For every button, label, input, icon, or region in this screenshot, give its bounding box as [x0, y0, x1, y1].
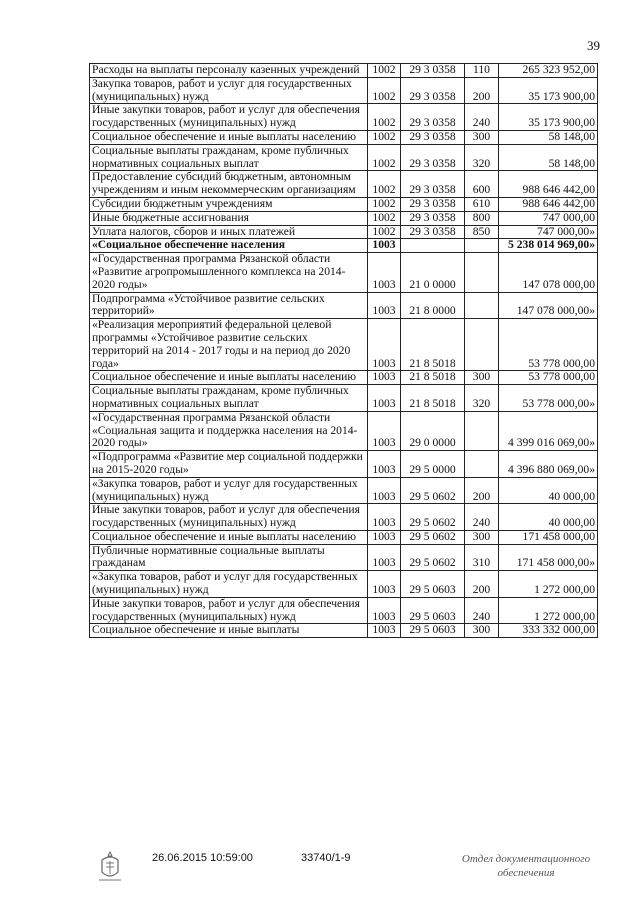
row-name-cell: Иные бюджетные ассигнования [90, 211, 368, 225]
row-name-cell: Социальное обеспечение и иные выплаты населению [90, 371, 368, 385]
row-section-cell: 1002 [368, 64, 401, 78]
row-vr-cell: 300 [465, 530, 499, 544]
row-amount-cell: 5 238 014 969,00» [499, 239, 598, 253]
row-amount-cell: 40 000,00 [499, 477, 598, 504]
table-row [90, 130, 598, 144]
footer-datetime: 26.06.2015 10:59:00 [152, 852, 253, 864]
row-csr-cell: 29 5 0000 [401, 451, 465, 478]
row-section-cell: 1002 [368, 77, 401, 104]
row-amount-cell: 171 458 000,00 [499, 530, 598, 544]
row-section-cell: 1003 [368, 451, 401, 478]
row-amount-cell: 147 078 000,00 [499, 253, 598, 292]
table-row [90, 385, 598, 412]
row-vr-cell [465, 239, 499, 253]
table-row [90, 225, 598, 239]
table-row [90, 371, 598, 385]
row-amount-cell: 747 000,00» [499, 225, 598, 239]
row-amount-cell: 265 323 952,00 [499, 64, 598, 78]
row-name-cell: Уплата налогов, сборов и иных платежей [90, 225, 368, 239]
row-amount-cell: 53 778 000,00 [499, 371, 598, 385]
row-name-cell: Социальные выплаты гражданам, кроме публичных нормативных социальных выплат [90, 385, 368, 412]
row-csr-cell: 29 5 0602 [401, 544, 465, 571]
stamp-line-2: обеспечения [497, 867, 555, 879]
row-section-cell: 1003 [368, 624, 401, 638]
row-vr-cell: 800 [465, 211, 499, 225]
row-name-cell: Социальное обеспечение и иные выплаты [90, 624, 368, 638]
row-section-cell: 1003 [368, 544, 401, 571]
row-section-cell: 1003 [368, 571, 401, 598]
row-amount-cell: 988 646 442,00 [499, 197, 598, 211]
row-csr-cell: 29 5 0603 [401, 597, 465, 624]
row-name-cell: Публичные нормативные социальные выплаты гражданам [90, 544, 368, 571]
row-csr-cell: 29 5 0603 [401, 571, 465, 598]
row-name-cell: «Закупка товаров, работ и услуг для государственных (муниципальных) нужд [90, 477, 368, 504]
row-amount-cell: 35 173 900,00 [499, 104, 598, 131]
row-amount-cell: 333 332 000,00 [499, 624, 598, 638]
row-vr-cell [465, 253, 499, 292]
row-section-cell: 1003 [368, 477, 401, 504]
row-name-cell: Социальное обеспечение и иные выплаты населению [90, 130, 368, 144]
row-section-cell: 1003 [368, 292, 401, 319]
table-row [90, 477, 598, 504]
row-name-cell: Социальное обеспечение и иные выплаты населению [90, 530, 368, 544]
table-row [90, 104, 598, 131]
table-row [90, 253, 598, 292]
row-vr-cell: 320 [465, 385, 499, 412]
row-vr-cell: 200 [465, 571, 499, 598]
row-section-cell: 1002 [368, 211, 401, 225]
row-vr-cell: 110 [465, 64, 499, 78]
row-vr-cell: 610 [465, 197, 499, 211]
budget-table [89, 63, 598, 638]
row-name-cell: «Государственная программа Рязанской области «Развитие агропромышленного комплекса на 2014-2020 годы» [90, 253, 368, 292]
row-section-cell: 1002 [368, 104, 401, 131]
row-vr-cell [465, 292, 499, 319]
row-name-cell: Иные закупки товаров, работ и услуг для обеспечения государственных (муниципальных) нужд [90, 597, 368, 624]
row-csr-cell: 29 3 0358 [401, 197, 465, 211]
row-amount-cell: 53 778 000,00 [499, 319, 598, 371]
row-vr-cell: 320 [465, 144, 499, 171]
row-vr-cell: 200 [465, 77, 499, 104]
row-csr-cell: 29 5 0603 [401, 624, 465, 638]
page-number: 39 [587, 38, 600, 53]
coat-of-arms-icon [97, 850, 123, 884]
row-vr-cell: 240 [465, 504, 499, 531]
table-row [90, 197, 598, 211]
department-stamp [446, 852, 606, 880]
table-row [90, 64, 598, 78]
row-vr-cell: 200 [465, 477, 499, 504]
row-section-cell: 1002 [368, 130, 401, 144]
row-amount-cell: 40 000,00 [499, 504, 598, 531]
row-name-cell: Социальные выплаты гражданам, кроме публичных нормативных социальных выплат [90, 144, 368, 171]
row-csr-cell: 29 3 0358 [401, 171, 465, 198]
row-name-cell: «Закупка товаров, работ и услуг для государственных (муниципальных) нужд [90, 571, 368, 598]
row-csr-cell: 29 5 0602 [401, 530, 465, 544]
row-section-cell: 1003 [368, 371, 401, 385]
stamp-line-1: Отдел документационного [461, 853, 591, 865]
row-csr-cell: 29 3 0358 [401, 144, 465, 171]
row-amount-cell: 53 778 000,00» [499, 385, 598, 412]
row-vr-cell: 240 [465, 104, 499, 131]
row-name-cell: Иные закупки товаров, работ и услуг для обеспечения государственных (муниципальных) нужд [90, 504, 368, 531]
table-row [90, 451, 598, 478]
table-row [90, 530, 598, 544]
row-name-cell: Иные закупки товаров, работ и услуг для обеспечения государственных (муниципальных) нужд [90, 104, 368, 131]
row-name-cell: «Социальное обеспечение населения [90, 239, 368, 253]
row-vr-cell [465, 411, 499, 450]
row-csr-cell: 29 3 0358 [401, 64, 465, 78]
row-section-cell: 1003 [368, 319, 401, 371]
table-row [90, 171, 598, 198]
table-row [90, 144, 598, 171]
table-row [90, 211, 598, 225]
row-amount-cell: 35 173 900,00 [499, 77, 598, 104]
row-section-cell: 1002 [368, 225, 401, 239]
table-row [90, 504, 598, 531]
table-row [90, 571, 598, 598]
row-csr-cell [401, 239, 465, 253]
row-vr-cell [465, 451, 499, 478]
row-name-cell: Субсидии бюджетным учреждениям [90, 197, 368, 211]
row-name-cell: Расходы на выплаты персоналу казенных учреждений [90, 64, 368, 78]
row-amount-cell: 1 272 000,00 [499, 571, 598, 598]
table-row [90, 411, 598, 450]
row-csr-cell: 21 8 5018 [401, 385, 465, 412]
row-vr-cell: 300 [465, 130, 499, 144]
row-amount-cell: 58 148,00 [499, 130, 598, 144]
row-amount-cell: 147 078 000,00» [499, 292, 598, 319]
row-section-cell: 1003 [368, 385, 401, 412]
row-vr-cell: 300 [465, 371, 499, 385]
row-section-cell: 1002 [368, 197, 401, 211]
row-amount-cell: 58 148,00 [499, 144, 598, 171]
row-amount-cell: 171 458 000,00» [499, 544, 598, 571]
table-row [90, 597, 598, 624]
row-csr-cell: 21 8 0000 [401, 292, 465, 319]
row-csr-cell: 29 3 0358 [401, 225, 465, 239]
row-section-cell: 1003 [368, 504, 401, 531]
row-csr-cell: 29 5 0602 [401, 504, 465, 531]
row-section-cell: 1003 [368, 411, 401, 450]
row-amount-cell: 4 399 016 069,00» [499, 411, 598, 450]
row-amount-cell: 988 646 442,00 [499, 171, 598, 198]
budget-table-body [90, 64, 598, 638]
row-section-cell: 1002 [368, 144, 401, 171]
row-csr-cell: 29 3 0358 [401, 211, 465, 225]
table-row [90, 544, 598, 571]
footer-doc-number: 33740/1-9 [301, 852, 351, 864]
row-vr-cell [465, 319, 499, 371]
row-name-cell: Предоставление субсидий бюджетным, автономным учреждениям и иным некоммерческим организациям [90, 171, 368, 198]
row-name-cell: «Реализация мероприятий федеральной целевой программы «Устойчивое развитие сельских территорий на 2014 - 2017 годы и на период до 2020 года» [90, 319, 368, 371]
table-row [90, 77, 598, 104]
row-csr-cell: 29 5 0602 [401, 477, 465, 504]
table-row [90, 319, 598, 371]
row-section-cell: 1002 [368, 171, 401, 198]
row-csr-cell: 29 0 0000 [401, 411, 465, 450]
row-csr-cell: 29 3 0358 [401, 77, 465, 104]
row-section-cell: 1003 [368, 530, 401, 544]
row-section-cell: 1003 [368, 597, 401, 624]
row-csr-cell: 21 0 0000 [401, 253, 465, 292]
row-name-cell: «Государственная программа Рязанской области «Социальная защита и поддержка населения на 2014-2020 годы» [90, 411, 368, 450]
row-name-cell: «Подпрограмма «Развитие мер социальной поддержки на 2015-2020 годы» [90, 451, 368, 478]
row-vr-cell: 240 [465, 597, 499, 624]
row-section-cell: 1003 [368, 239, 401, 253]
row-amount-cell: 1 272 000,00 [499, 597, 598, 624]
row-section-cell: 1003 [368, 253, 401, 292]
row-name-cell: Подпрограмма «Устойчивое развитие сельских территорий» [90, 292, 368, 319]
row-amount-cell: 4 396 880 069,00» [499, 451, 598, 478]
row-amount-cell: 747 000,00 [499, 211, 598, 225]
table-row [90, 292, 598, 319]
row-csr-cell: 29 3 0358 [401, 130, 465, 144]
row-csr-cell: 21 8 5018 [401, 371, 465, 385]
row-name-cell: Закупка товаров, работ и услуг для государственных (муниципальных) нужд [90, 77, 368, 104]
row-vr-cell: 310 [465, 544, 499, 571]
table-row [90, 239, 598, 253]
row-vr-cell: 850 [465, 225, 499, 239]
row-csr-cell: 21 8 5018 [401, 319, 465, 371]
row-vr-cell: 600 [465, 171, 499, 198]
row-vr-cell: 300 [465, 624, 499, 638]
table-row [90, 624, 598, 638]
row-csr-cell: 29 3 0358 [401, 104, 465, 131]
